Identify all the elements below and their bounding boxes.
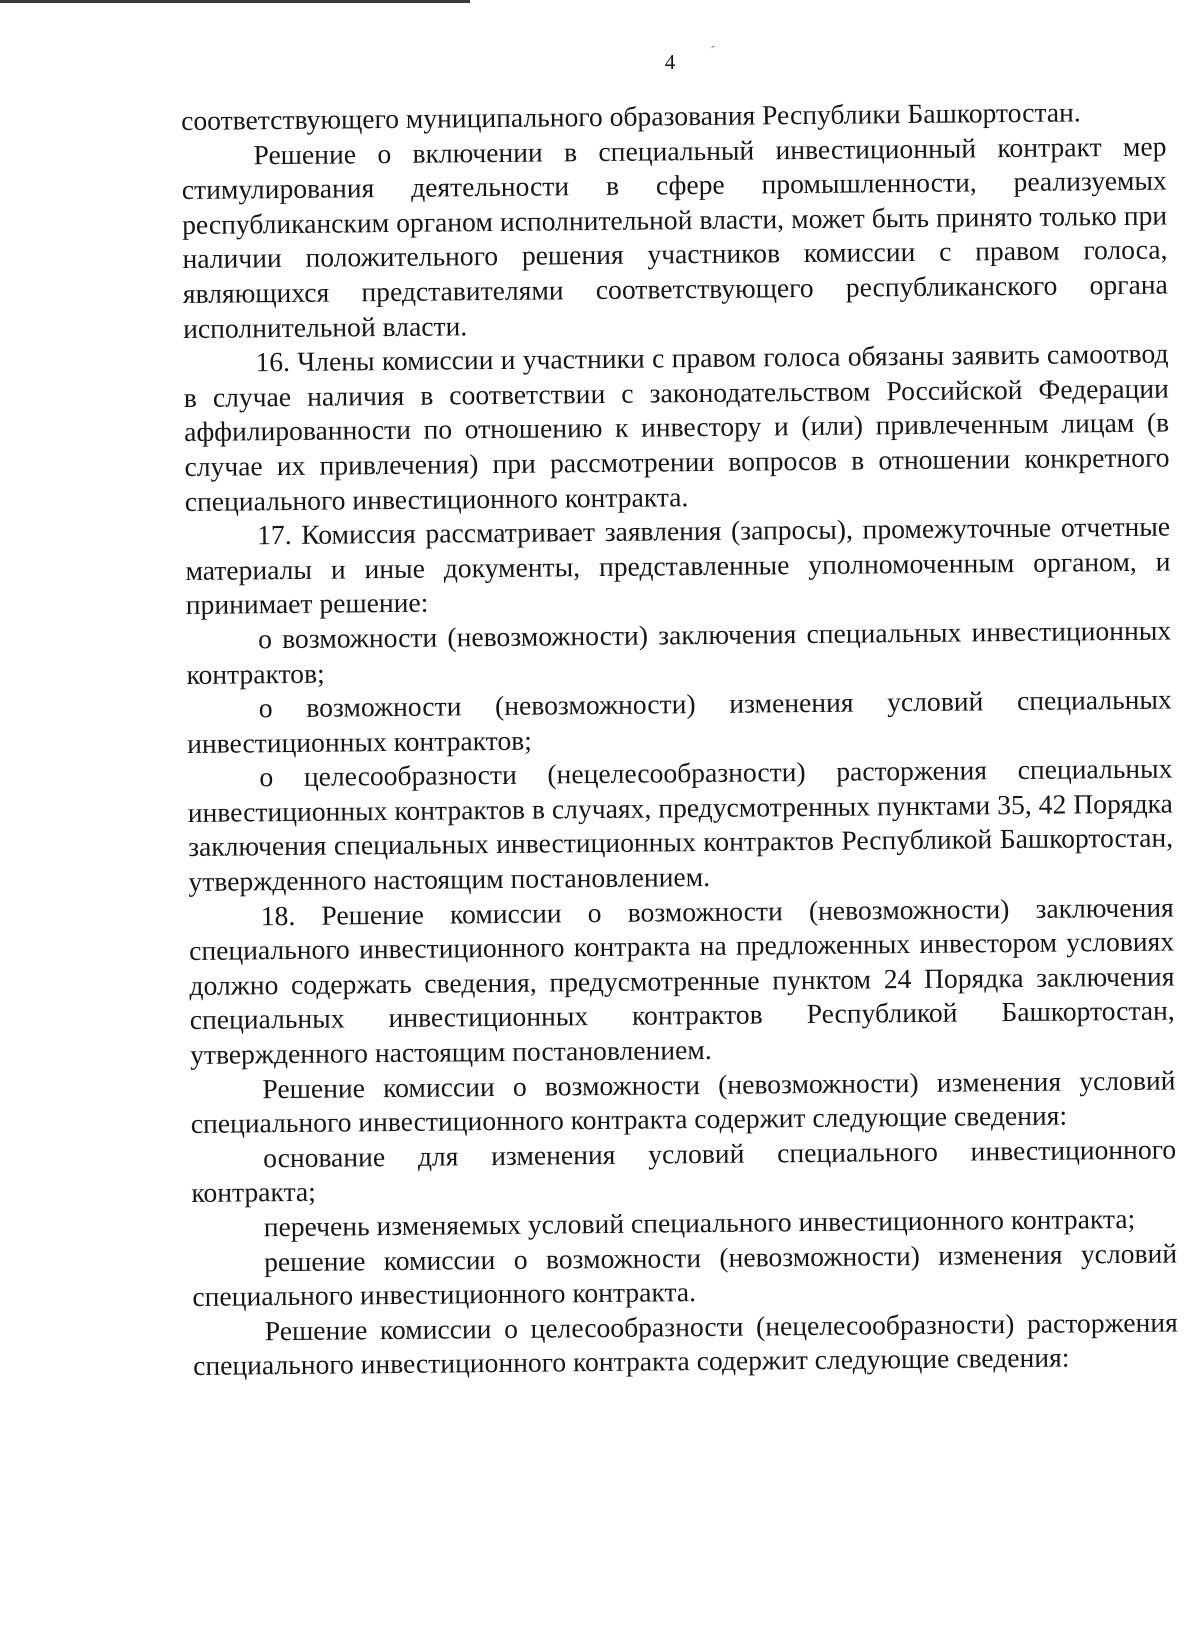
list-item-modification: о возможности (невозможности) изменения условий специальных инвестиционных контрактов; — [186, 683, 1172, 759]
list-item-commission-decision: решение комиссии о возможности (невозможности) изменения условий специального инвестиционного контракта. — [192, 1237, 1178, 1313]
page-number: 4 — [664, 50, 676, 74]
paragraph-item-17: 17. Комиссия рассматривает заявления (запросы), промежуточные отчетные материалы и иные документы, представленные уполномоченным органом, и принимает решение: — [185, 510, 1171, 621]
list-item-termination: о целесообразности (нецелесообразности) расторжения специальных инвестиционных контрактов в случаях, предусмотренных пунктами 35, 42 Порядка заключения специальных инвестиционных контрактов Республикой Башкортостан, утвержденного настоящим постановлением. — [187, 752, 1174, 898]
paragraph-item-16: 16. Члены комиссии и участники с правом голоса обязаны заявить самоотвод в случае наличия в соответствии с законодательством Российской Федерации аффилированности по отношению к инвестору и (или) привлеченным лицам (в случае их привлечения) при рассмотрении вопросов в отношении конкретного специального инвестиционного контракта. — [183, 337, 1170, 517]
list-item-conclusion: о возможности (невозможности) заключения специальных инвестиционных контрактов; — [186, 614, 1172, 690]
scan-tick-mark: ˊ — [707, 43, 716, 62]
scan-edge-line — [0, 0, 470, 3]
paragraph-termination-decision: Решение комиссии о целесообразности (нецелесообразности) расторжения специального инвестиционного контракта содержит следующие сведения: — [192, 1306, 1178, 1382]
paragraph-item-18: 18. Решение комиссии о возможности (невозможности) заключения специального инвестиционного контракта на предложенных инвестором условиях должно содержать сведения, предусмотренные пунктом 24 Порядка заключения специальных инвестиционных контрактов Республикой Башкортостан, утвержденного настоящим постановлением. — [188, 891, 1175, 1070]
list-item-changed-conditions: перечень изменяемых условий специального инвестиционного контракта; — [263, 1202, 1136, 1243]
paragraph-modification-decision: Решение комиссии о возможности (невозможности) изменения условий специального инвестиционного контракта содержит следующие сведения: — [190, 1064, 1176, 1140]
paragraph-incentive-measures: Решение о включении в специальный инвестиционный контракт мер стимулирования деятельности в сфере промышленности, реализуемых республиканским органом исполнительной власти, может быть принято только при наличии положительного решения участников комиссии с правом голоса, являющихся представителями соответствующего республиканского органа исполнительной власти. — [181, 130, 1168, 344]
paragraph-continuation: соответствующего муниципального образования Республики Башкортостан. — [181, 96, 1081, 136]
document-body — [181, 95, 1178, 1384]
list-item-grounds: основание для изменения условий специального инвестиционного контракта; — [191, 1133, 1177, 1209]
